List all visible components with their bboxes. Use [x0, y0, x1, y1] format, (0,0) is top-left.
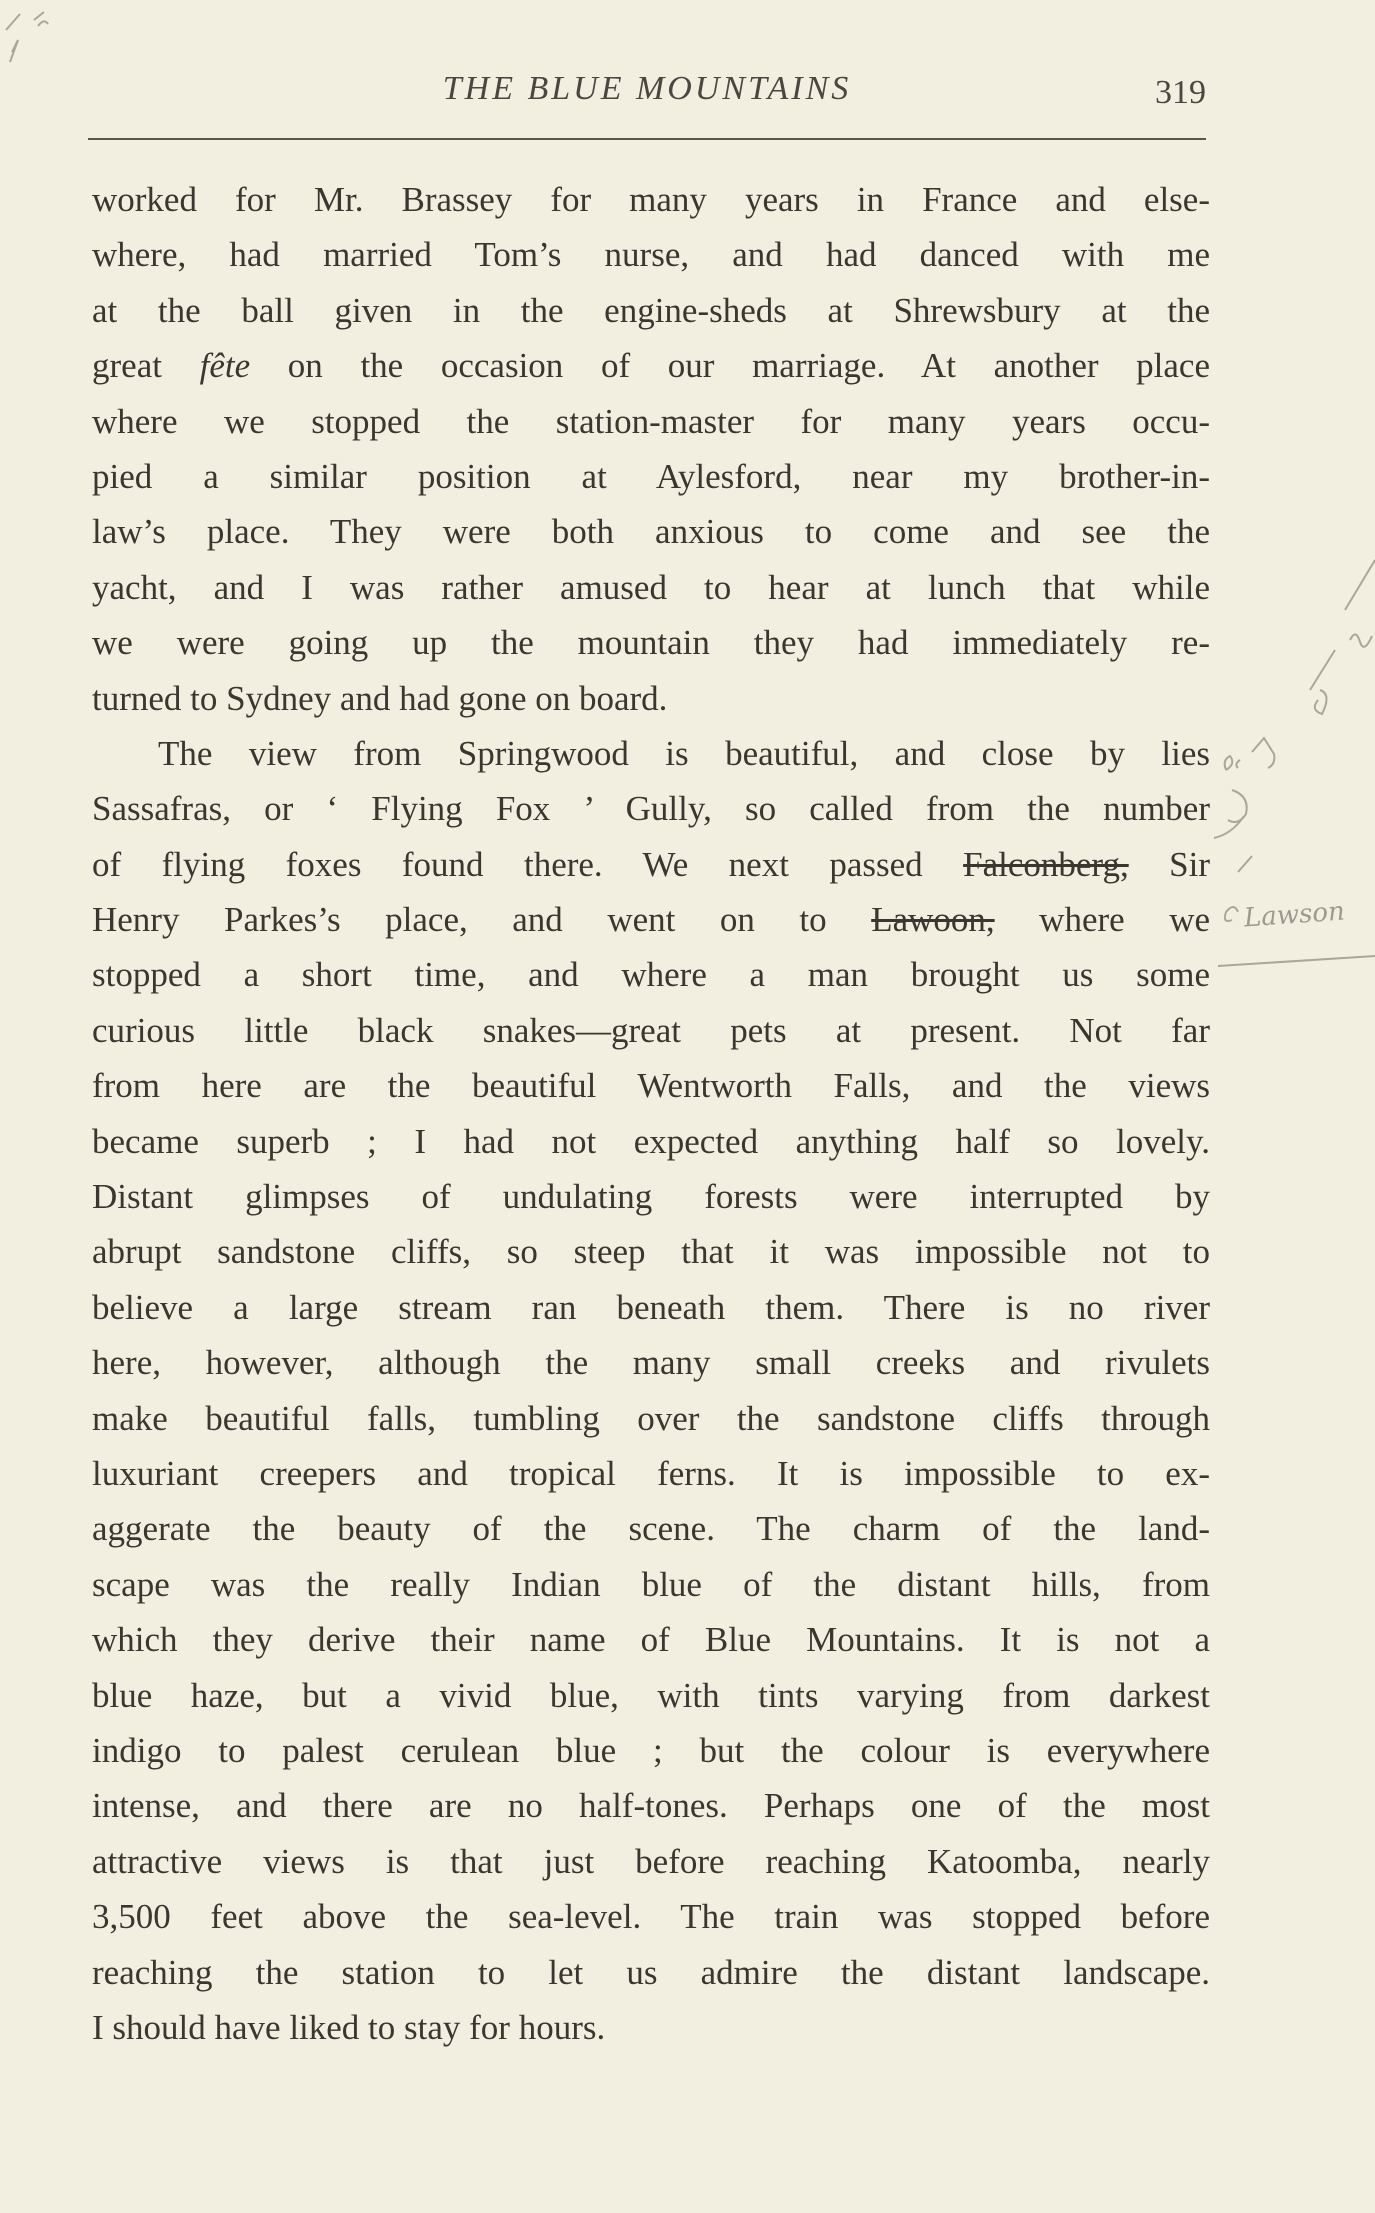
text-line: here, however, although the many small creeks and rivulets — [92, 1343, 1210, 1383]
lawson-scribble — [1225, 907, 1238, 921]
text-line: we were going up the mountain they had immediately re- — [92, 623, 1210, 663]
corner-scribble — [6, 12, 48, 62]
text-line: luxuriant creepers and tropical ferns. It is impossible to ex- — [92, 1453, 1210, 1493]
margin-slash-1 — [1345, 560, 1375, 610]
text-line: attractive views is that just before reaching Katoomba, nearly — [92, 1841, 1210, 1881]
text-line: intense, and there are no half-tones. Perhaps one of the most — [92, 1786, 1210, 1826]
text-line: aggerate the beauty of the scene. The charm of the land- — [92, 1509, 1210, 1549]
text-line: where we stopped the station-master for many years occu- — [92, 401, 1210, 441]
text-line: I should have liked to stay for hours. — [92, 2007, 606, 2047]
margin-scribble-3 — [1225, 756, 1240, 770]
italic-word: fête — [199, 346, 251, 386]
text-line: which they derive their name of Blue Mountains. It is not a — [92, 1620, 1210, 1660]
text-line: became superb ; I had not expected anything half so lovely. — [92, 1121, 1210, 1161]
text-run: great — [92, 346, 200, 386]
running-title: THE BLUE MOUNTAINS — [442, 70, 852, 107]
text-line: The view from Springwood is beautiful, and close by lies — [158, 733, 1210, 773]
parkes-caret — [1238, 856, 1252, 872]
text-run: where we — [994, 900, 1211, 940]
text-run: Sir — [1128, 844, 1210, 884]
struck-word: Lawoon, — [871, 900, 995, 940]
text-line: Sassafras, or ‘ Flying Fox ’ Gully, so called from the number — [92, 789, 1210, 829]
text-line: make beautiful falls, tumbling over the sandstone cliffs through — [92, 1398, 1210, 1438]
text-line: turned to Sydney and had gone on board. — [92, 678, 668, 718]
text-line: curious little black snakes—great pets at present. Not far — [92, 1010, 1210, 1050]
text-run: Henry Parkes’s place, and went on to — [92, 900, 872, 940]
struck-word: Falconberg, — [963, 844, 1129, 884]
gully-line — [1214, 816, 1244, 838]
text-line: pied a similar position at Aylesford, near my brother-in- — [92, 456, 1210, 496]
text-line: believe a large stream ran beneath them. There is no river — [92, 1287, 1210, 1327]
margin-slash-2 — [1310, 650, 1335, 690]
margin-scribble-2 — [1315, 690, 1327, 714]
text-line: where, had married Tom’s nurse, and had danced with me — [92, 235, 1210, 275]
text-line: blue haze, but a vivid blue, with tints varying from darkest — [92, 1675, 1210, 1715]
text-line: yacht, and I was rather amused to hear at lunch that while — [92, 567, 1210, 607]
text-run: of flying foxes found there. We next passed — [92, 844, 964, 884]
margin-scribble-1 — [1350, 634, 1372, 646]
text-run: on the occasion of our marriage. At another place — [250, 346, 1210, 386]
text-line: Distant glimpses of undulating forests were interrupted by — [92, 1177, 1210, 1217]
text-line: abrupt sandstone cliffs, so steep that it was impossible not to — [92, 1232, 1210, 1272]
text-line: indigo to palest cerulean blue ; but the colour is everywhere — [92, 1730, 1210, 1770]
margin-note-lawson: Lawson — [1243, 896, 1346, 934]
text-line: law’s place. They were both anxious to come and see the — [92, 512, 1210, 552]
text-line: worked for Mr. Brassey for many years in France and else- — [92, 180, 1210, 219]
page-number: 319 — [1155, 74, 1206, 111]
text-line: at the ball given in the engine-sheds at Shrewsbury at the — [92, 290, 1210, 330]
text-line: from here are the beautiful Wentworth Falls, and the views — [92, 1066, 1210, 1106]
margin-rule — [1218, 956, 1375, 966]
text-line: stopped a short time, and where a man brought us some — [92, 955, 1210, 995]
text-line: 3,500 feet above the sea-level. The train was stopped before — [92, 1897, 1210, 1937]
text-line: scape was the really Indian blue of the distant hills, from — [92, 1564, 1210, 1604]
caret-mark — [1252, 738, 1274, 768]
text-line: reaching the station to let us admire the distant landscape. — [92, 1952, 1210, 1992]
